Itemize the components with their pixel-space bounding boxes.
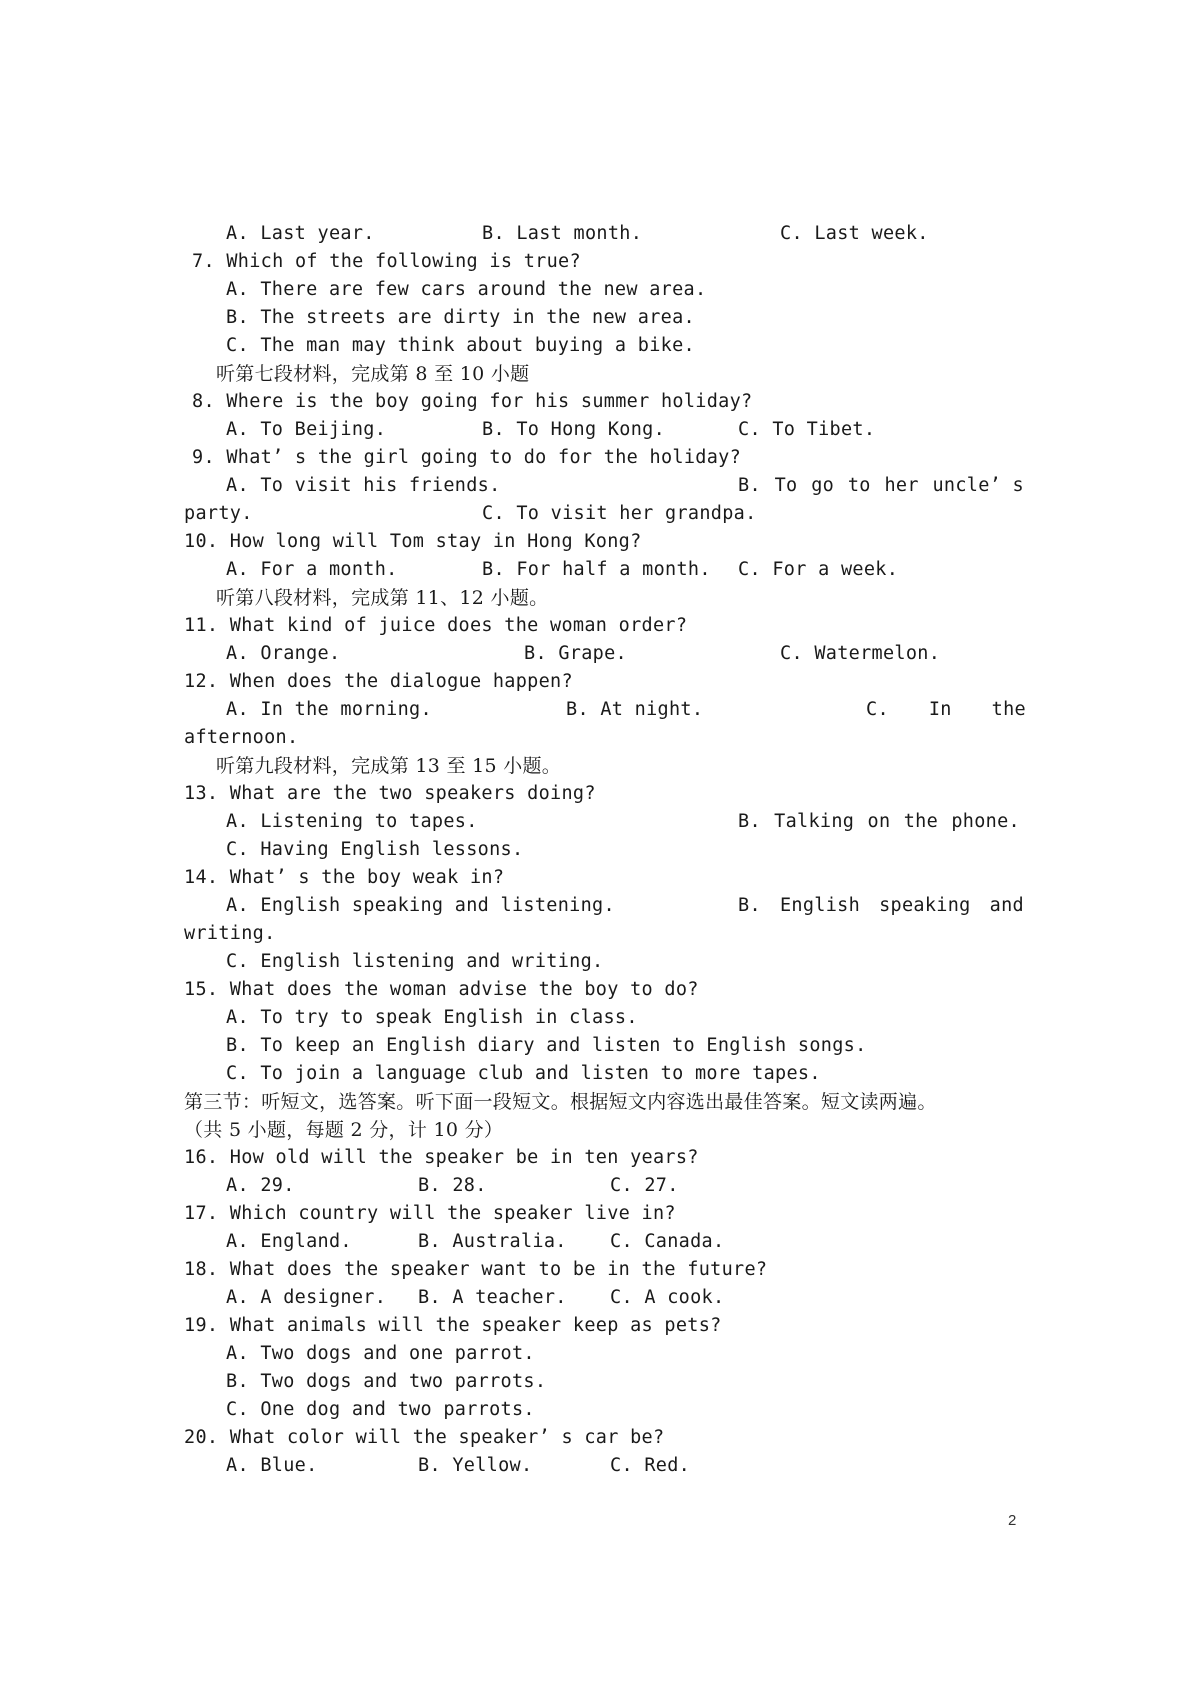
q18-option-a: A. A designer.: [226, 1287, 387, 1308]
section8-instruction: 听第八段材料，完成第 11、12 小题。: [216, 587, 549, 609]
q9-stem: 9. What’ s the girl going to do for the holiday?: [192, 447, 742, 468]
q17-option-b: B. Australia.: [418, 1231, 567, 1252]
q8-stem: 8. Where is the boy going for his summer holiday?: [192, 391, 753, 412]
q15-option-a: A. To try to speak English in class.: [226, 1007, 638, 1028]
q17-option-a: A. England.: [226, 1231, 352, 1252]
q9-option-c: C. To visit her grandpa.: [482, 503, 757, 524]
q16-option-c: C. 27.: [610, 1175, 679, 1196]
q12-option-a: A. In the morning.: [226, 699, 432, 720]
q20-option-b: B. Yellow.: [418, 1455, 533, 1476]
q15-option-c: C. To join a language club and listen to more tapes.: [226, 1063, 821, 1084]
q19-option-c: C. One dog and two parrots.: [226, 1399, 535, 1420]
q13-option-b: B. Talking on the phone.: [738, 811, 1020, 832]
q18-stem: 18. What does the speaker want to be in the future?: [184, 1259, 768, 1280]
q15-option-b: B. To keep an English diary and listen to English songs.: [226, 1035, 867, 1056]
q9-option-b-continued: party.: [184, 503, 253, 524]
q11-option-c: C. Watermelon.: [780, 643, 941, 664]
q10-option-c: C. For a week.: [738, 559, 899, 580]
q18-option-c: C. A cook.: [610, 1287, 725, 1308]
q14-option-c: C. English listening and writing.: [226, 951, 604, 972]
q12-option-c: C. In the: [866, 699, 1026, 720]
q12-stem: 12. When does the dialogue happen?: [184, 671, 573, 692]
q6-option-a: A. Last year.: [226, 223, 375, 244]
q19-stem: 19. What animals will the speaker keep as pets?: [184, 1315, 722, 1336]
q15-stem: 15. What does the woman advise the boy to do?: [184, 979, 699, 1000]
page-number: 2: [1008, 1512, 1017, 1529]
q9-option-a: A. To visit his friends.: [226, 475, 501, 496]
section7-instruction: 听第七段材料，完成第 8 至 10 小题: [216, 363, 530, 385]
q6-option-b: B. Last month.: [482, 223, 643, 244]
part3-instruction: 第三节：听短文，选答案。听下面一段短文。根据短文内容选出最佳答案。短文读两遍。: [184, 1091, 937, 1113]
q17-option-c: C. Canada.: [610, 1231, 725, 1252]
q7-stem: 7. Which of the following is true?: [192, 251, 581, 272]
q6-option-c: C. Last week.: [780, 223, 929, 244]
q14-stem: 14. What’ s the boy weak in?: [184, 867, 505, 888]
q17-stem: 17. Which country will the speaker live in?: [184, 1203, 676, 1224]
section9-instruction: 听第九段材料，完成第 13 至 15 小题。: [216, 755, 562, 777]
q11-stem: 11. What kind of juice does the woman order?: [184, 615, 688, 636]
q10-option-b: B. For half a month.: [482, 559, 711, 580]
q19-option-a: A. Two dogs and one parrot.: [226, 1343, 535, 1364]
q14-option-b-continued: writing.: [184, 923, 276, 944]
q9-option-b: B. To go to her uncle’ s: [738, 475, 1024, 496]
q13-option-c: C. Having English lessons.: [226, 839, 524, 860]
q10-stem: 10. How long will Tom stay in Hong Kong?: [184, 531, 642, 552]
q10-option-a: A. For a month.: [226, 559, 398, 580]
q18-option-b: B. A teacher.: [418, 1287, 567, 1308]
q14-option-a: A. English speaking and listening.: [226, 895, 615, 916]
q20-option-c: C. Red.: [610, 1455, 691, 1476]
q7-option-c: C. The man may think about buying a bike.: [226, 335, 695, 356]
q20-stem: 20. What color will the speaker’ s car be?: [184, 1427, 665, 1448]
q13-stem: 13. What are the two speakers doing?: [184, 783, 596, 804]
q8-option-a: A. To Beijing.: [226, 419, 387, 440]
q14-option-b: B. English speaking and: [738, 895, 1024, 916]
part3-points: （共 5 小题，每题 2 分，计 10 分）: [184, 1119, 504, 1141]
q16-stem: 16. How old will the speaker be in ten years?: [184, 1147, 699, 1168]
q12-option-c-continued: afternoon.: [184, 727, 299, 748]
q8-option-c: C. To Tibet.: [738, 419, 876, 440]
q12-option-b: B. At night.: [566, 699, 704, 720]
q8-option-b: B. To Hong Kong.: [482, 419, 666, 440]
q19-option-b: B. Two dogs and two parrots.: [226, 1371, 547, 1392]
q16-option-b: B. 28.: [418, 1175, 487, 1196]
q16-option-a: A. 29.: [226, 1175, 295, 1196]
q20-option-a: A. Blue.: [226, 1455, 318, 1476]
q11-option-b: B. Grape.: [524, 643, 627, 664]
q7-option-a: A. There are few cars around the new area.: [226, 279, 707, 300]
q13-option-a: A. Listening to tapes.: [226, 811, 478, 832]
q7-option-b: B. The streets are dirty in the new area.: [226, 307, 695, 328]
q11-option-a: A. Orange.: [226, 643, 341, 664]
